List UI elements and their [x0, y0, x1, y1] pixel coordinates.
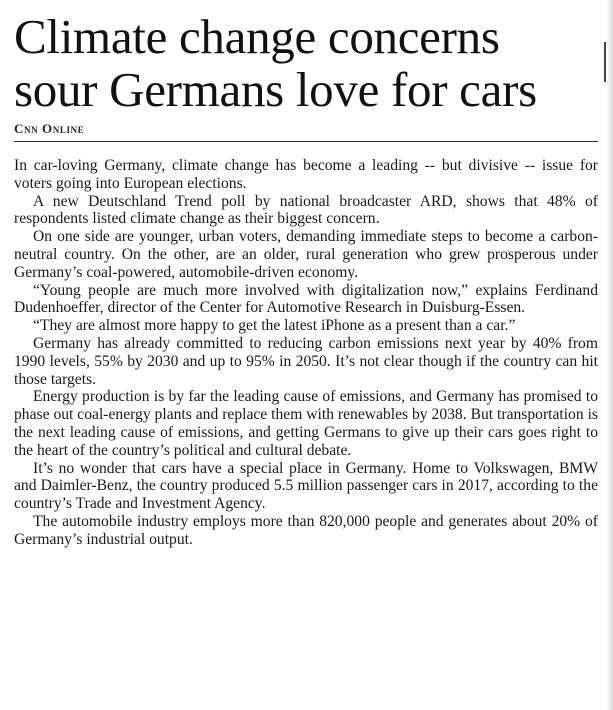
headline	[14, 10, 598, 116]
byline: Cnn Online	[14, 121, 85, 136]
article-body	[14, 157, 598, 549]
paragraph-1: In car-loving Germany, climate change has become a leading -- but divisive -- issue for voters going into European elections.	[14, 157, 598, 192]
paragraph-3: On one side are younger, urban voters, demanding immediate steps to become a carbon-neutral country. On the other, are an older, rural generation who grew prosperous under Germany’s coal-powered, automobile-driven economy.	[14, 228, 598, 281]
byline-divider	[14, 141, 598, 142]
paragraph-4: “Young people are much more involved with digitalization now,” explains Ferdinand Dudenhoeffer, director of the Center for Automotive Research in Duisburg-Essen.	[14, 281, 598, 317]
paragraph-9: The automobile industry employs more than 820,000 people and generates about 20% of Germany’s industrial output.	[14, 512, 598, 548]
paragraph-8: It’s no wonder that cars have a special place in Germany. Home to Volkswagen, BMW and Daimler-Benz, the country produced 5.5 million passenger cars in 2017, according to the country’s Trade and Investment Agency.	[14, 459, 598, 513]
headline-line-2: sour Germans love for cars	[14, 62, 537, 117]
paragraph-7: Energy production is by far the leading cause of emissions, and Germany has promised to phase out coal-energy plants and replace them with renewables by 2038. But transportation is the next leading cause of emissions, and getting Germans to give up their cars goes right to the heart of the country’s political and cultural debate.	[14, 388, 598, 459]
page-edge-mark	[604, 42, 606, 82]
paragraph-2: A new Deutschland Trend poll by national broadcaster ARD, shows that 48% of respondents listed climate change as their biggest concern.	[14, 192, 598, 228]
news-article	[14, 10, 598, 549]
paragraph-5: “They are almost more happy to get the latest iPhone as a present than a car.”	[33, 317, 516, 335]
paragraph-6: Germany has already committed to reducing carbon emissions next year by 40% from 1990 levels, 55% by 2030 and up to 95% in 2050. It’s not clear though if the country can hit those targets.	[14, 334, 598, 388]
page-edge-shadow	[607, 0, 613, 710]
headline-line-1: Climate change concerns	[14, 9, 500, 64]
